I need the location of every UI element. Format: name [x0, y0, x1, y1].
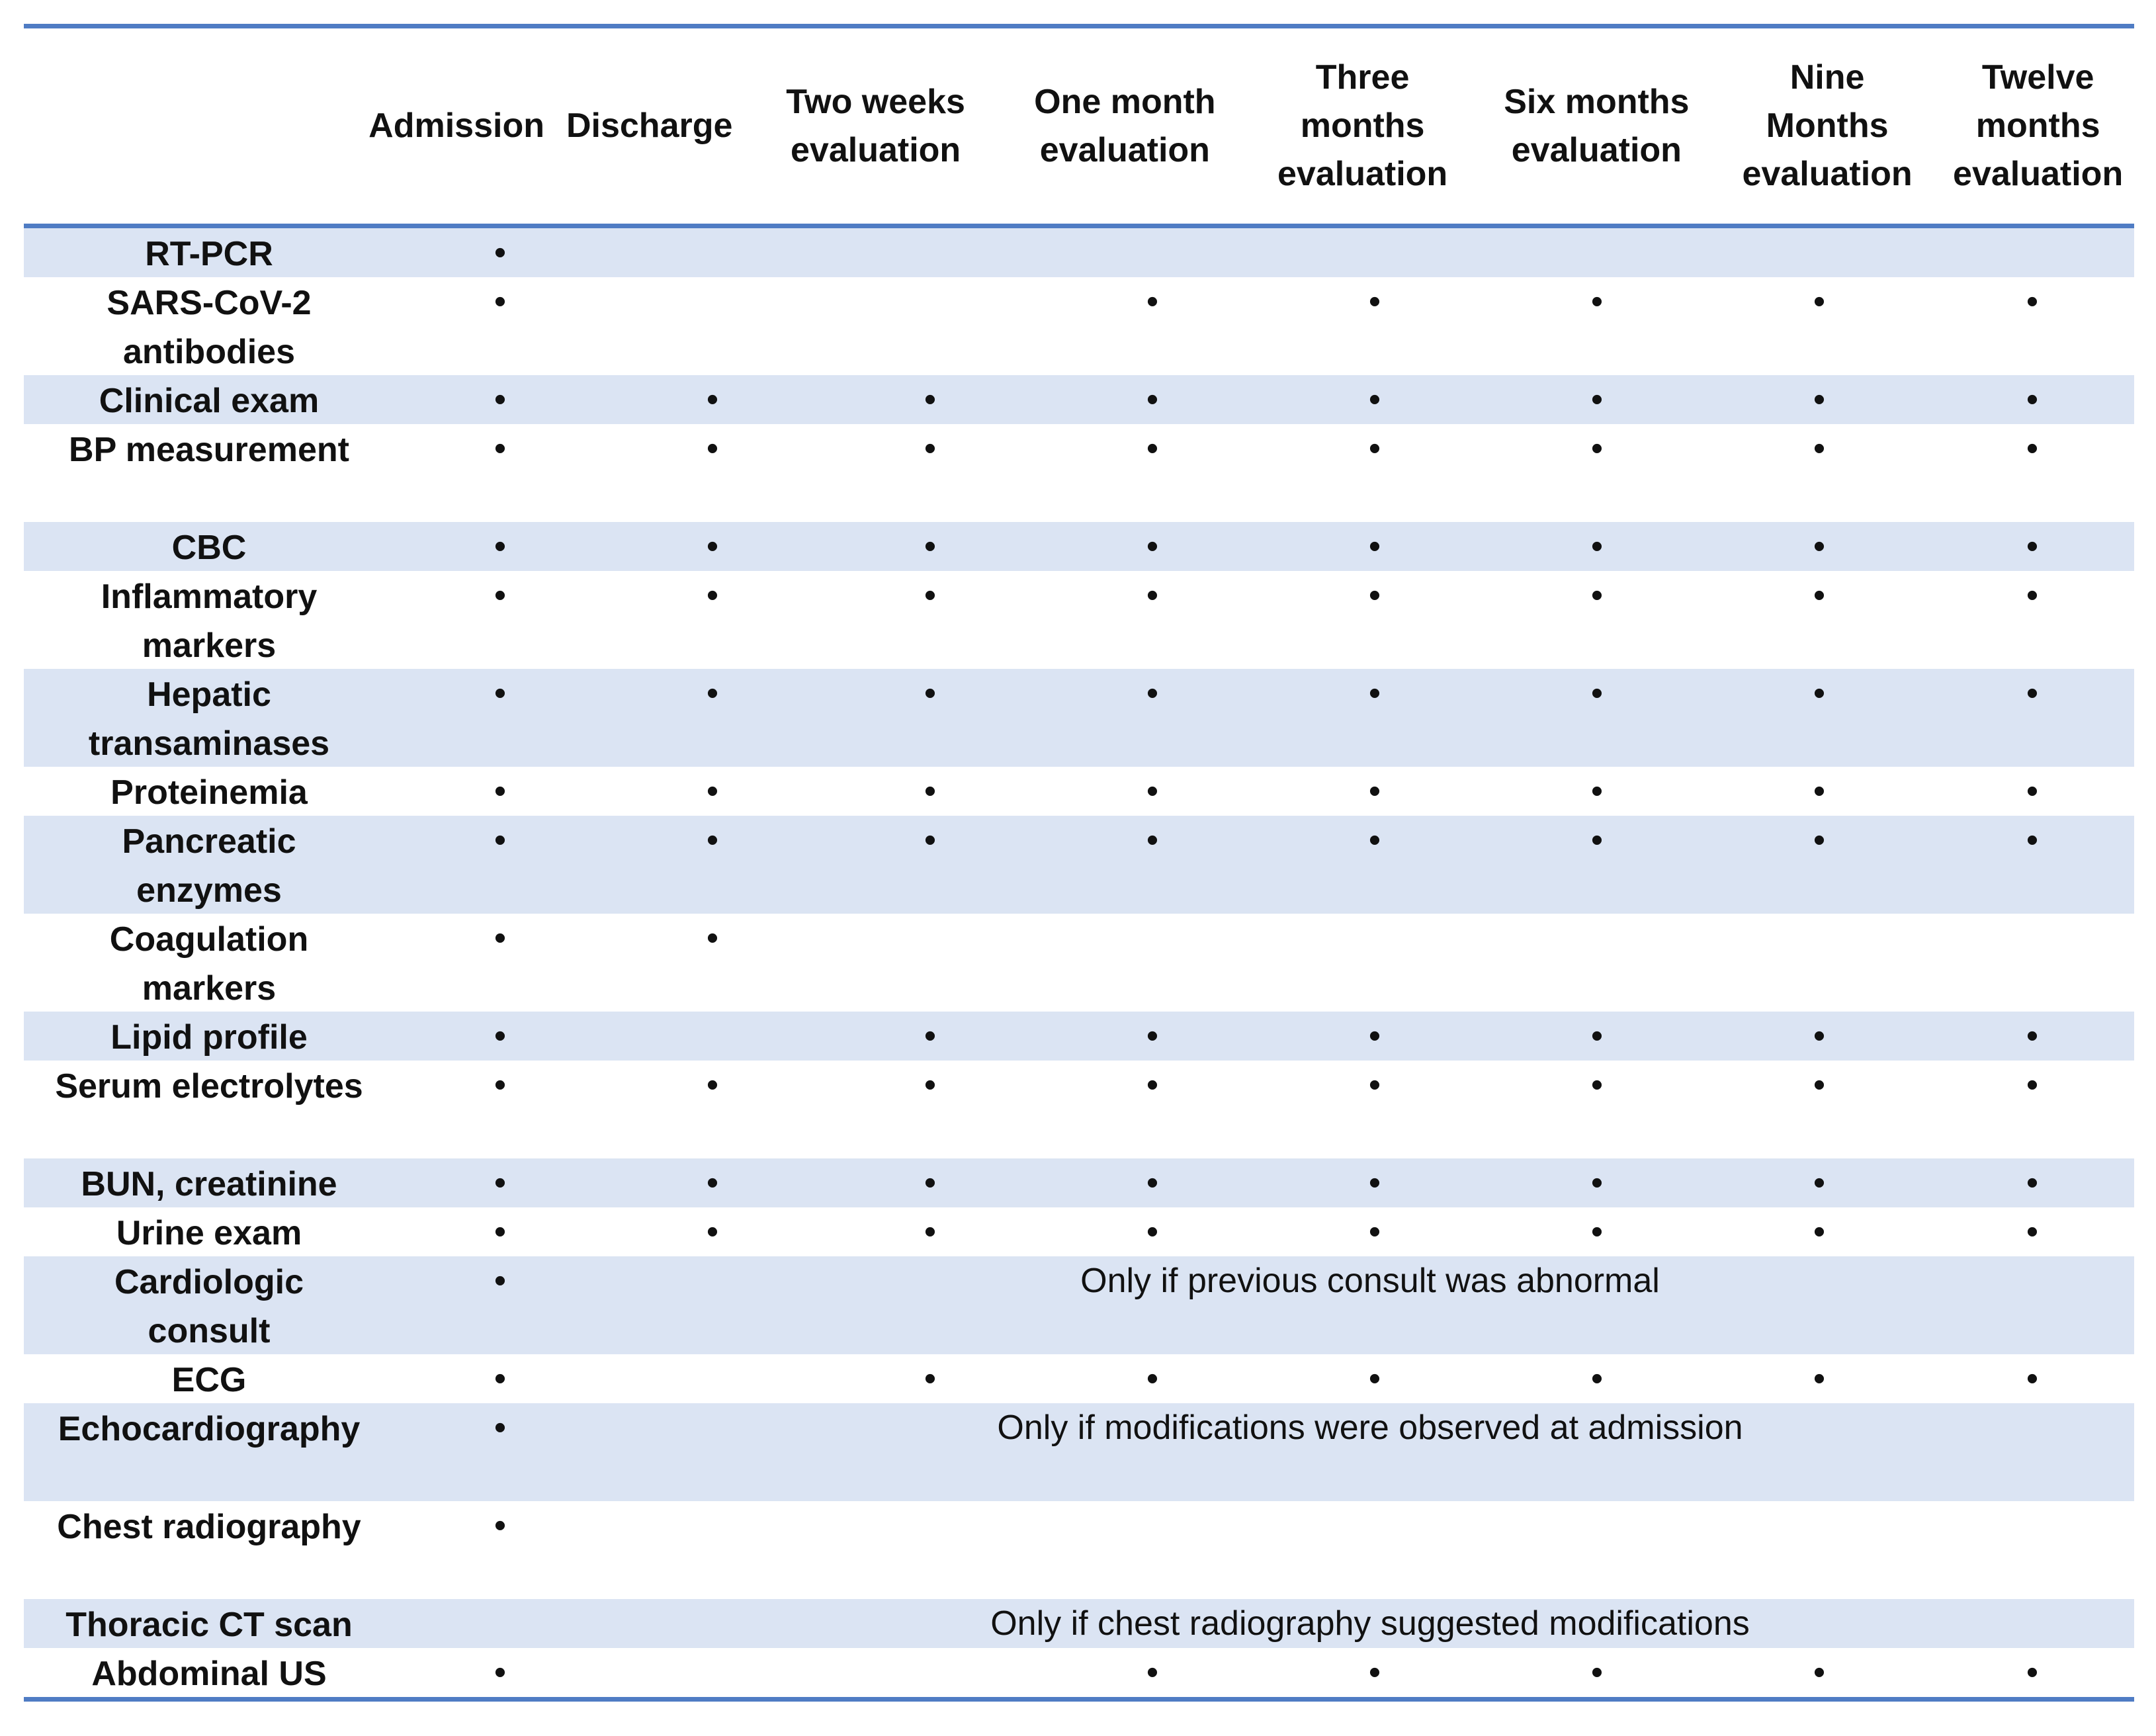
table-cell [606, 1158, 819, 1207]
bullet-mark: • [1813, 576, 1826, 615]
bullet-mark: • [1813, 429, 1826, 468]
bullet-mark: • [494, 674, 507, 713]
bullet-mark: • [706, 919, 719, 957]
bullet-mark: • [494, 1653, 507, 1692]
table-cell [1930, 1354, 2134, 1403]
bullet-mark: • [924, 527, 937, 566]
bullet-mark: • [2026, 380, 2039, 419]
table-cell [1041, 424, 1264, 473]
table-cell [1930, 1207, 2134, 1256]
table-cell [1264, 1648, 1486, 1697]
row-label: Cardiologic consult [114, 1263, 304, 1350]
table-row [24, 375, 2134, 424]
table-row [24, 1354, 2134, 1403]
table-cell [1041, 1354, 1264, 1403]
header-nine-months: Nine Months evaluation [1742, 58, 1913, 193]
table-cell [394, 228, 606, 277]
table-body [24, 228, 2134, 1697]
table-cell [1486, 375, 1708, 424]
table-cell [1708, 522, 1930, 571]
table-cell [1486, 1648, 1708, 1697]
table-row [24, 228, 2134, 277]
table-cell [819, 1158, 1041, 1207]
bullet-mark: • [1590, 821, 1604, 859]
bullet-mark: • [2026, 282, 2039, 321]
table-cell [819, 1354, 1041, 1403]
row-label: Hepatic transaminases [88, 675, 330, 763]
table-cell [1264, 424, 1486, 473]
bullet-mark: • [1813, 1017, 1826, 1055]
bullet-mark: • [494, 1360, 507, 1398]
bullet-mark: • [706, 772, 719, 810]
bullet-mark: • [1146, 1017, 1159, 1055]
bullet-mark: • [924, 1066, 937, 1104]
header-discharge: Discharge [566, 107, 733, 145]
bullet-mark: • [494, 576, 507, 615]
bullet-mark: • [924, 380, 937, 419]
table-row [24, 522, 2134, 571]
table-row [24, 1648, 2134, 1697]
bullet-mark: • [1368, 380, 1381, 419]
table-cell [394, 424, 606, 473]
bullet-mark: • [1368, 1066, 1381, 1104]
table-cell [1264, 669, 1486, 718]
bullet-mark: • [1590, 1066, 1604, 1104]
table-cell [1930, 571, 2134, 620]
table-cell [606, 1061, 819, 1109]
table-cell [1708, 424, 1930, 473]
bullet-mark: • [1368, 576, 1381, 615]
bullet-mark: • [1813, 821, 1826, 859]
table-cell [394, 816, 606, 865]
bullet-mark: • [494, 1506, 507, 1545]
table-row [24, 424, 2134, 522]
table-cell [1930, 424, 2134, 473]
bullet-mark: • [706, 527, 719, 566]
table-row [24, 1599, 2134, 1648]
table-header-rule [24, 224, 2134, 228]
table-cell [1486, 1158, 1708, 1207]
row-label: Clinical exam [99, 382, 320, 420]
bullet-mark: • [2026, 576, 2039, 615]
row-label: Abdominal US [91, 1655, 327, 1693]
row-label: BUN, creatinine [81, 1165, 337, 1203]
header-twelve-months: Twelve months evaluation [1953, 58, 2124, 193]
bullet-mark: • [1146, 1213, 1159, 1251]
bullet-mark: • [1813, 1653, 1826, 1692]
table-header-row [24, 28, 2134, 224]
bullet-mark: • [706, 429, 719, 468]
table-cell [394, 1158, 606, 1207]
bullet-mark: • [2026, 821, 2039, 859]
table-cell [1708, 1207, 1930, 1256]
bullet-mark: • [494, 1213, 507, 1251]
row-label: Lipid profile [110, 1018, 308, 1057]
table-cell [1486, 1207, 1708, 1256]
table-cell [1041, 277, 1264, 326]
table-cell [1708, 767, 1930, 816]
bullet-mark: • [494, 429, 507, 468]
table-cell [1264, 375, 1486, 424]
table-cell [606, 424, 819, 473]
bullet-mark: • [706, 576, 719, 615]
row-label: SARS-CoV-2 antibodies [107, 284, 312, 371]
bullet-mark: • [1590, 1213, 1604, 1251]
bullet-mark: • [494, 772, 507, 810]
bullet-mark: • [706, 380, 719, 419]
bullet-mark: • [1146, 674, 1159, 713]
table-cell [1041, 767, 1264, 816]
bullet-mark: • [494, 527, 507, 566]
table-cell [1264, 1354, 1486, 1403]
header-one-month: One month evaluation [1034, 82, 1216, 169]
table-cell [1930, 1012, 2134, 1061]
table-cell [1264, 767, 1486, 816]
table-cell [1264, 522, 1486, 571]
table-cell [1930, 375, 2134, 424]
row-label: RT-PCR [145, 235, 273, 273]
bullet-mark: • [494, 282, 507, 321]
bullet-mark: • [1368, 1164, 1381, 1202]
table-cell [1041, 1207, 1264, 1256]
bullet-mark: • [2026, 1213, 2039, 1251]
bullet-mark: • [1813, 1066, 1826, 1104]
cell-admission [394, 1256, 606, 1305]
bullet-mark: • [494, 1066, 507, 1104]
table-row [24, 1501, 2134, 1599]
table-cell [1041, 816, 1264, 865]
table-cell [606, 669, 819, 718]
table-cell [606, 914, 819, 963]
table-cell [1264, 277, 1486, 326]
bullet-mark: • [1368, 821, 1381, 859]
table-cell [819, 424, 1041, 473]
bullet-mark: • [1146, 1653, 1159, 1692]
bullet-mark: • [1146, 429, 1159, 468]
bullet-mark: • [494, 919, 507, 957]
bullet-mark: • [1590, 1164, 1604, 1202]
bullet-mark: • [1590, 772, 1604, 810]
table-cell [1930, 767, 2134, 816]
table-cell [1041, 375, 1264, 424]
table-cell [1708, 1648, 1930, 1697]
table-cell [1041, 1012, 1264, 1061]
evaluation-schedule-table [24, 24, 2134, 1702]
table-cell [394, 1012, 606, 1061]
bullet-mark: • [924, 429, 937, 468]
bullet-mark: • [1146, 772, 1159, 810]
bullet-mark: • [924, 772, 937, 810]
bullet-mark: • [1813, 1213, 1826, 1251]
table-cell [394, 1501, 606, 1550]
bullet-mark: • [706, 674, 719, 713]
bullet-mark: • [2026, 1653, 2039, 1692]
bullet-mark: • [1146, 527, 1159, 566]
table-cell [819, 816, 1041, 865]
row-label: Coagulation markers [109, 920, 309, 1008]
table-row [24, 1012, 2134, 1061]
bullet-mark: • [494, 1164, 507, 1202]
row-label: Chest radiography [57, 1508, 361, 1546]
table-row [24, 1158, 2134, 1207]
row-label: Echocardiography [58, 1410, 361, 1448]
bullet-mark: • [706, 1213, 719, 1251]
row-label: Serum electrolytes [55, 1067, 363, 1106]
bullet-mark: • [1146, 282, 1159, 321]
header-six-months: Six months evaluation [1504, 82, 1690, 169]
bullet-mark: • [1368, 772, 1381, 810]
table-cell [1930, 1648, 2134, 1697]
bullet-mark: • [1368, 282, 1381, 321]
bullet-mark: • [1368, 1213, 1381, 1251]
table-row [24, 669, 2134, 767]
table-cell [394, 1354, 606, 1403]
bullet-mark: • [1368, 1653, 1381, 1692]
table-cell [1041, 669, 1264, 718]
bullet-mark: • [494, 1017, 507, 1055]
bullet-mark: • [924, 576, 937, 615]
bullet-mark: • [1590, 1017, 1604, 1055]
bullet-mark: • [2026, 527, 2039, 566]
table-cell [394, 522, 606, 571]
table-cell [1486, 816, 1708, 865]
table-row [24, 816, 2134, 914]
table-cell [1930, 277, 2134, 326]
table-cell [606, 816, 819, 865]
row-label: Inflammatory markers [101, 578, 318, 665]
table-cell [1708, 277, 1930, 326]
table-cell [1264, 1158, 1486, 1207]
bullet-mark: • [1590, 380, 1604, 419]
table-cell [819, 571, 1041, 620]
bullet-mark: • [1146, 1066, 1159, 1104]
table-cell [1041, 1061, 1264, 1109]
table-row [24, 767, 2134, 816]
bullet-mark: • [1590, 282, 1604, 321]
table-cell [606, 767, 819, 816]
table-cell [819, 767, 1041, 816]
table-cell [1264, 571, 1486, 620]
row-label: Pancreatic enzymes [122, 822, 296, 910]
row-label: Urine exam [116, 1214, 302, 1252]
table-cell [1708, 375, 1930, 424]
table-cell [606, 375, 819, 424]
bullet-mark: • [1368, 429, 1381, 468]
bullet-mark: • [706, 1164, 719, 1202]
bullet-mark: • [1590, 674, 1604, 713]
table-row [24, 1061, 2134, 1158]
table-cell [394, 669, 606, 718]
table-cell [1930, 669, 2134, 718]
table-cell [819, 1012, 1041, 1061]
bullet-mark: • [1590, 527, 1604, 566]
bullet-mark: • [1590, 1360, 1604, 1398]
row-label: CBC [171, 529, 247, 567]
table-cell [819, 375, 1041, 424]
bullet-mark: • [494, 380, 507, 419]
header-three-months: Three months evaluation [1277, 58, 1448, 193]
bullet-mark: • [706, 1066, 719, 1104]
bullet-mark: • [924, 821, 937, 859]
bullet-mark: • [1146, 576, 1159, 615]
cell-admission [394, 1403, 606, 1452]
bullet-mark: • [924, 674, 937, 713]
bullet-mark: • [2026, 1017, 2039, 1055]
bullet-mark: • [1146, 1360, 1159, 1398]
table-cell [1930, 522, 2134, 571]
bullet-mark: • [2026, 772, 2039, 810]
bullet-mark: • [2026, 1360, 2039, 1398]
bullet-mark: • [924, 1360, 937, 1398]
bullet-mark: • [1146, 380, 1159, 419]
row-label: Thoracic CT scan [65, 1606, 353, 1644]
bullet-mark: • [2026, 429, 2039, 468]
table-cell [1708, 1158, 1930, 1207]
table-row [24, 1256, 2134, 1354]
conditional-note: Only if chest radiography suggested modifications [990, 1604, 1750, 1643]
table-cell [1264, 1012, 1486, 1061]
table-top-rule [24, 24, 2134, 28]
bullet-mark: • [1368, 527, 1381, 566]
bullet-mark: • [494, 821, 507, 859]
bullet-mark: • [1813, 380, 1826, 419]
table-cell [1041, 571, 1264, 620]
bullet-mark: • [1813, 282, 1826, 321]
table-cell [1486, 571, 1708, 620]
conditional-note: Only if previous consult was abnormal [1080, 1262, 1660, 1300]
table-cell [1486, 669, 1708, 718]
row-label: ECG [171, 1361, 247, 1399]
table-row [24, 914, 2134, 1012]
table-cell [1041, 1158, 1264, 1207]
bullet-mark: • [1146, 821, 1159, 859]
table-cell [1264, 1061, 1486, 1109]
bullet-mark: • [2026, 1164, 2039, 1202]
table-cell [1486, 1012, 1708, 1061]
bullet-mark: • [1146, 1164, 1159, 1202]
table-cell [394, 1061, 606, 1109]
table-cell [1041, 522, 1264, 571]
bullet-mark: • [1590, 429, 1604, 468]
table-cell [1930, 1061, 2134, 1109]
table-cell [1708, 1012, 1930, 1061]
bullet-mark: • [706, 821, 719, 859]
bullet-mark: • [2026, 674, 2039, 713]
table-cell [819, 669, 1041, 718]
bullet-mark: • [494, 1409, 507, 1447]
table-cell [1486, 1354, 1708, 1403]
table-cell [1264, 1207, 1486, 1256]
row-label: BP measurement [69, 431, 349, 469]
table-cell [606, 571, 819, 620]
bullet-mark: • [1813, 674, 1826, 713]
bullet-mark: • [494, 234, 507, 272]
table-cell [819, 522, 1041, 571]
table-cell [1708, 1354, 1930, 1403]
table-cell [1486, 767, 1708, 816]
table-cell [1930, 1158, 2134, 1207]
bullet-mark: • [924, 1164, 937, 1202]
table-cell [1264, 816, 1486, 865]
bullet-mark: • [1590, 1653, 1604, 1692]
table-cell [1486, 522, 1708, 571]
bullet-mark: • [2026, 1066, 2039, 1104]
bullet-mark: • [1590, 576, 1604, 615]
table-cell [1486, 424, 1708, 473]
bullet-mark: • [924, 1213, 937, 1251]
header-admission: Admission [368, 107, 544, 145]
table-cell [1708, 669, 1930, 718]
table-cell [394, 914, 606, 963]
table-cell [1486, 1061, 1708, 1109]
table-cell [1708, 571, 1930, 620]
table-cell [1930, 816, 2134, 865]
table-cell [1041, 1648, 1264, 1697]
table-cell [819, 1207, 1041, 1256]
table-row [24, 1207, 2134, 1256]
table-cell [394, 571, 606, 620]
bullet-mark: • [494, 1262, 507, 1300]
table-row [24, 571, 2134, 669]
table-cell [819, 1061, 1041, 1109]
table-cell [606, 1207, 819, 1256]
table-row [24, 1403, 2134, 1501]
bullet-mark: • [1813, 1164, 1826, 1202]
table-cell [394, 277, 606, 326]
bullet-mark: • [1368, 1017, 1381, 1055]
bullet-mark: • [1368, 674, 1381, 713]
bullet-mark: • [1368, 1360, 1381, 1398]
table-cell [606, 522, 819, 571]
header-two-weeks: Two weeks evaluation [786, 82, 965, 169]
table-cell [394, 767, 606, 816]
table-row [24, 277, 2134, 375]
bullet-mark: • [1813, 1360, 1826, 1398]
table-cell [394, 1648, 606, 1697]
table-cell [394, 375, 606, 424]
conditional-note: Only if modifications were observed at admission [997, 1409, 1743, 1447]
bullet-mark: • [924, 1017, 937, 1055]
bullet-mark: • [1813, 772, 1826, 810]
table-cell [394, 1207, 606, 1256]
table-cell [1708, 1061, 1930, 1109]
bullet-mark: • [1813, 527, 1826, 566]
row-label: Proteinemia [110, 773, 308, 812]
table-cell [1486, 277, 1708, 326]
table-cell [1708, 816, 1930, 865]
